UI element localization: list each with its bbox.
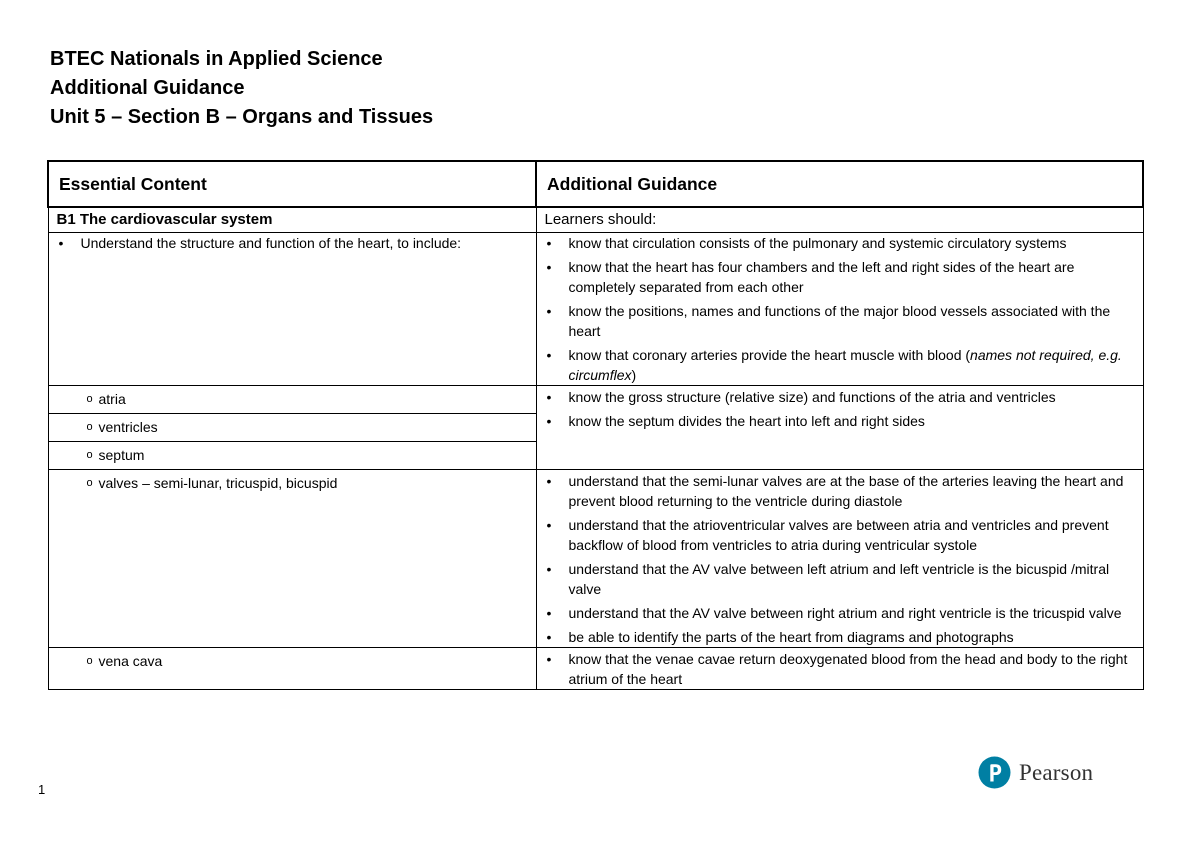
- list-item: [545, 257, 1135, 297]
- list-item: [545, 627, 1135, 647]
- bullet-icon: •: [546, 651, 552, 667]
- content-cell: [48, 470, 536, 648]
- content-text: valves – semi-lunar, tricuspid, bicuspid: [98, 475, 338, 491]
- title-guidance: Additional Guidance: [50, 77, 245, 99]
- guidance-text: understand that the semi-lunar valves are at the base of the arteries leaving the heart and prevent blood returning to the ventricle during diastole: [568, 473, 1124, 509]
- guidance-table: [47, 160, 1144, 690]
- guidance-text: know the septum divides the heart into left and right sides: [568, 413, 925, 429]
- guidance-text: know that the venae cavae return deoxygenated blood from the head and body to the right atrium of the heart: [568, 651, 1128, 687]
- guidance-text: know that coronary arteries provide the heart muscle with blood (: [568, 347, 971, 363]
- list-item: [545, 603, 1135, 623]
- content-text: atria: [98, 391, 126, 407]
- list-item: [545, 301, 1135, 341]
- table-row: [48, 470, 1143, 648]
- guidance-text: know the positions, names and functions of the major blood vessels associated with the heart: [568, 303, 1111, 339]
- list-item: [545, 387, 1135, 407]
- brand-wordmark: Pearson: [1019, 759, 1094, 785]
- guidance-cell: [536, 233, 1143, 386]
- bullet-icon: •: [546, 347, 552, 363]
- list-item: [545, 233, 1135, 253]
- bullet-icon: •: [58, 235, 64, 251]
- sub-bullet-icon: o: [86, 421, 93, 433]
- content-text: ventricles: [98, 419, 158, 435]
- page-number: 1: [38, 782, 46, 797]
- section-row: [48, 207, 1143, 233]
- sub-bullet-icon: o: [86, 655, 93, 667]
- list-item: [545, 649, 1135, 689]
- bullet-icon: •: [546, 303, 552, 319]
- header-additional-guidance: Additional Guidance: [536, 161, 1143, 207]
- guidance-cell: [536, 470, 1143, 648]
- list-item: [57, 233, 528, 253]
- bullet-icon: •: [546, 605, 552, 621]
- content-cell: [48, 386, 536, 414]
- content-text: vena cava: [98, 653, 163, 669]
- guidance-italic-text: names not required, e.g. circumflex: [568, 347, 1122, 383]
- bullet-icon: •: [546, 235, 552, 251]
- guidance-text: ): [631, 367, 637, 383]
- guidance-cell: [536, 648, 1143, 690]
- bullet-icon: •: [546, 561, 552, 577]
- bullet-icon: •: [546, 259, 552, 275]
- content-cell: [48, 442, 536, 470]
- content-text: Understand the structure and function of the heart, to include:: [80, 235, 462, 251]
- content-cell: [48, 414, 536, 442]
- bullet-icon: •: [546, 629, 552, 645]
- sub-bullet-icon: o: [86, 393, 93, 405]
- list-item: [545, 515, 1135, 555]
- header-essential-content: Essential Content: [48, 161, 536, 207]
- guidance-text: understand that the atrioventricular valves are between atria and ventricles and prevent backflow of blood from ventricles to atria during ventricular systole: [568, 517, 1109, 553]
- section-label: B1 The cardiovascular system: [48, 207, 536, 233]
- document-title-block: [50, 45, 433, 132]
- table-header-row: [48, 161, 1143, 207]
- sub-bullet-icon: o: [86, 477, 93, 489]
- bullet-icon: •: [546, 389, 552, 405]
- bullet-icon: •: [546, 517, 552, 533]
- guidance-text: know that circulation consists of the pulmonary and systemic circulatory systems: [568, 235, 1067, 251]
- guidance-text: understand that the AV valve between left atrium and left ventricle is the bicuspid /mitral valve: [568, 561, 1110, 597]
- content-cell: [48, 233, 536, 386]
- section-subtitle: Learners should:: [536, 207, 1143, 233]
- title-unit: Unit 5 – Section B – Organs and Tissues: [50, 106, 434, 128]
- guidance-text: understand that the AV valve between right atrium and right ventricle is the tricuspid valve: [568, 605, 1122, 621]
- list-item: [545, 345, 1135, 385]
- table-row: [48, 648, 1143, 690]
- table-row: [48, 386, 1143, 414]
- pearson-logo: [978, 756, 1093, 789]
- table-row: [48, 233, 1143, 386]
- guidance-text: be able to identify the parts of the heart from diagrams and photographs: [568, 629, 1014, 645]
- bullet-icon: •: [546, 413, 552, 429]
- guidance-text: know that the heart has four chambers and the left and right sides of the heart are completely separated from each other: [568, 259, 1075, 295]
- content-cell: [48, 648, 536, 690]
- title-qualification: BTEC Nationals in Applied Science: [50, 48, 383, 70]
- guidance-text: know the gross structure (relative size) and functions of the atria and ventricles: [568, 389, 1056, 405]
- list-item: [545, 559, 1135, 599]
- bullet-icon: •: [546, 473, 552, 489]
- guidance-cell: [536, 386, 1143, 470]
- list-item: [545, 411, 1135, 431]
- sub-bullet-icon: o: [86, 449, 93, 461]
- content-text: septum: [98, 447, 145, 463]
- list-item: [545, 471, 1135, 511]
- pearson-p-icon: [978, 756, 1011, 789]
